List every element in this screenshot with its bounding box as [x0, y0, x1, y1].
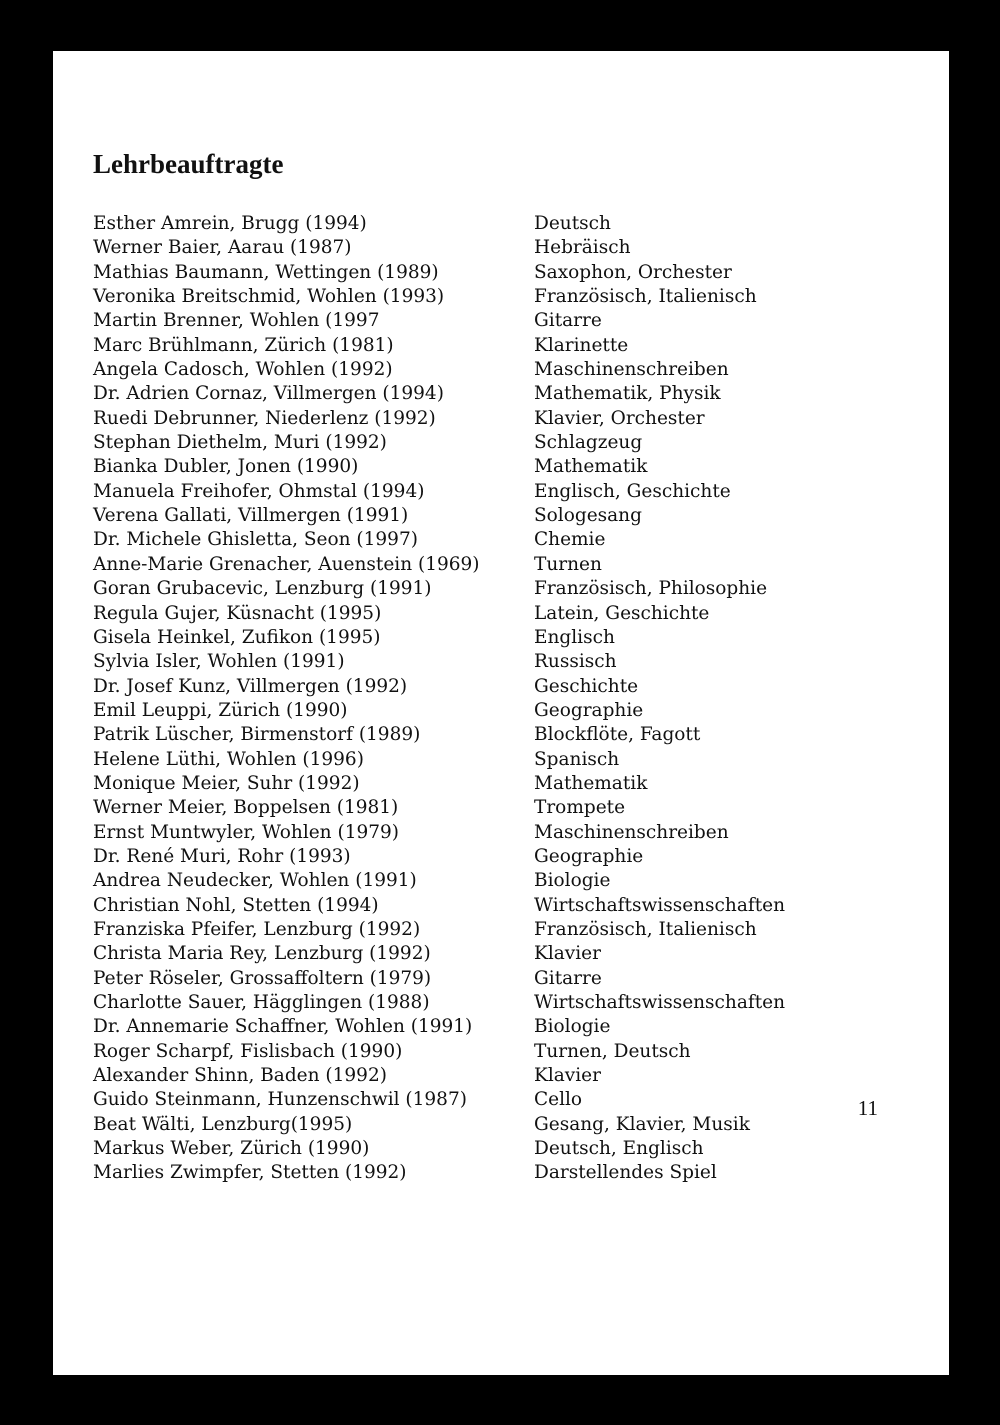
- lecturer-subject: Mathematik, Physik: [534, 383, 721, 405]
- list-item: [93, 894, 913, 918]
- lecturer-name: Roger Scharpf, Fislisbach (1990): [93, 1040, 403, 1062]
- list-item: [93, 577, 913, 601]
- lecturer-subject: Geschichte: [534, 675, 639, 697]
- lecturer-subject: Blockflöte, Fagott: [534, 724, 701, 746]
- lecturer-name: Alexander Shinn, Baden (1992): [93, 1065, 387, 1087]
- lecturer-subject: Mathematik: [534, 456, 648, 478]
- lecturer-name: Esther Amrein, Brugg (1994): [93, 213, 367, 234]
- lecturer-name: Stephan Diethelm, Muri (1992): [93, 432, 387, 454]
- list-item: [93, 796, 913, 820]
- list-item: [93, 358, 913, 382]
- list-item: [93, 821, 913, 845]
- lecturer-name: Andrea Neudecker, Wohlen (1991): [93, 870, 417, 892]
- list-item: [93, 1161, 913, 1185]
- list-item: [93, 382, 913, 406]
- lecturer-name: Ernst Muntwyler, Wohlen (1979): [93, 821, 399, 843]
- lecturer-subject: Hebräisch: [534, 237, 631, 259]
- lecturer-name: Sylvia Isler, Wohlen (1991): [93, 651, 345, 673]
- list-item: [93, 845, 913, 869]
- lecturer-name: Martin Brenner, Wohlen (1997: [93, 310, 380, 332]
- lecturer-name: Guido Steinmann, Hunzenschwil (1987): [93, 1089, 467, 1111]
- list-item: [93, 504, 913, 528]
- list-item: [93, 650, 913, 674]
- lecturer-subject: Latein, Geschichte: [534, 602, 710, 624]
- list-item: [93, 942, 913, 966]
- lecturer-name: Dr. Adrien Cornaz, Villmergen (1994): [93, 383, 444, 405]
- list-item: [93, 1088, 913, 1112]
- lecturer-subject: Chemie: [534, 529, 606, 551]
- list-item: [93, 1040, 913, 1064]
- lecturer-list: [93, 212, 913, 1186]
- lecturer-subject: Maschinenschreiben: [534, 359, 729, 381]
- lecturer-subject: Sologesang: [534, 505, 642, 527]
- lecturer-name: Anne-Marie Grenacher, Auenstein (1969): [93, 553, 480, 575]
- list-item: [93, 285, 913, 309]
- list-item: [93, 309, 913, 333]
- lecturer-subject: Gitarre: [534, 310, 602, 332]
- lecturer-subject: Klavier: [534, 1065, 601, 1087]
- list-item: [93, 431, 913, 455]
- lecturer-subject: Trompete: [534, 797, 626, 819]
- lecturer-name: Christa Maria Rey, Lenzburg (1992): [93, 943, 431, 965]
- list-item: [93, 602, 913, 626]
- lecturer-subject: Französisch, Italienisch: [534, 286, 757, 308]
- lecturer-subject: Gesang, Klavier, Musik: [534, 1113, 750, 1135]
- lecturer-name: Monique Meier, Suhr (1992): [93, 772, 360, 794]
- lecturer-subject: Klavier, Orchester: [534, 407, 705, 429]
- lecturer-name: Manuela Freihofer, Ohmstal (1994): [93, 480, 425, 502]
- lecturer-name: Ruedi Debrunner, Niederlenz (1992): [93, 407, 436, 429]
- lecturer-name: Charlotte Sauer, Hägglingen (1988): [93, 992, 430, 1013]
- lecturer-name: Goran Grubacevic, Lenzburg (1991): [93, 578, 432, 600]
- lecturer-name: Emil Leuppi, Zürich (1990): [93, 699, 348, 721]
- lecturer-name: Christian Nohl, Stetten (1994): [93, 894, 379, 916]
- list-item: [93, 723, 913, 747]
- lecturer-name: Werner Meier, Boppelsen (1981): [93, 797, 399, 819]
- list-item: [93, 748, 913, 772]
- list-item: [93, 1113, 913, 1137]
- list-item: [93, 1015, 913, 1039]
- lecturer-name: Peter Röseler, Grossaffoltern (1979): [93, 967, 432, 989]
- lecturer-name: Marc Brühlmann, Zürich (1981): [93, 334, 394, 356]
- lecturer-name: Beat Wälti, Lenzburg(1995): [93, 1113, 353, 1135]
- lecturer-name: Dr. Michele Ghisletta, Seon (1997): [93, 529, 418, 551]
- lecturer-subject: Mathematik: [534, 772, 648, 794]
- lecturer-subject: Gitarre: [534, 967, 602, 989]
- lecturer-name: Bianka Dubler, Jonen (1990): [93, 456, 359, 478]
- lecturer-subject: Schlagzeug: [534, 432, 643, 454]
- lecturer-subject: Englisch: [534, 626, 615, 648]
- lecturer-name: Werner Baier, Aarau (1987): [93, 237, 352, 259]
- list-item: [93, 212, 913, 236]
- lecturer-name: Angela Cadosch, Wohlen (1992): [93, 359, 393, 381]
- lecturer-subject: Turnen: [534, 553, 602, 575]
- lecturer-subject: Englisch, Geschichte: [534, 480, 731, 502]
- list-item: [93, 626, 913, 650]
- lecturer-subject: Französisch, Italienisch: [534, 918, 757, 940]
- lecturer-subject: Biologie: [534, 870, 611, 892]
- lecturer-name: Veronika Breitschmid, Wohlen (1993): [93, 286, 445, 308]
- list-item: [93, 553, 913, 577]
- lecturer-subject: Wirtschaftswissenschaften: [534, 992, 786, 1013]
- lecturer-subject: Russisch: [534, 651, 617, 673]
- list-item: [93, 1064, 913, 1088]
- lecturer-subject: Darstellendes Spiel: [534, 1162, 717, 1184]
- list-item: [93, 699, 913, 723]
- list-item: [93, 236, 913, 260]
- lecturer-name: Dr. Josef Kunz, Villmergen (1992): [93, 675, 408, 697]
- lecturer-name: Patrik Lüscher, Birmenstorf (1989): [93, 724, 421, 746]
- list-item: [93, 334, 913, 358]
- list-item: [93, 918, 913, 942]
- lecturer-subject: Französisch, Philosophie: [534, 578, 768, 600]
- lecturer-subject: Turnen, Deutsch: [534, 1040, 691, 1062]
- lecturer-subject: Spanisch: [534, 748, 620, 770]
- lecturer-name: Helene Lüthi, Wohlen (1996): [93, 748, 364, 770]
- lecturer-name: Marlies Zwimpfer, Stetten (1992): [93, 1162, 407, 1184]
- list-item: [93, 772, 913, 796]
- list-item: [93, 991, 913, 1015]
- lecturer-subject: Geographie: [534, 699, 644, 721]
- page-number: 11: [857, 1096, 878, 1120]
- lecturer-name: Dr. René Muri, Rohr (1993): [93, 845, 351, 867]
- lecturer-name: Gisela Heinkel, Zufikon (1995): [93, 626, 381, 648]
- list-item: [93, 1137, 913, 1161]
- lecturer-subject: Cello: [534, 1089, 583, 1111]
- list-item: [93, 967, 913, 991]
- list-item: [93, 869, 913, 893]
- lecturer-name: Regula Gujer, Küsnacht (1995): [93, 602, 382, 624]
- lecturer-subject: Deutsch, Englisch: [534, 1138, 704, 1160]
- lecturer-name: Dr. Annemarie Schaffner, Wohlen (1991): [93, 1016, 473, 1038]
- list-item: [93, 528, 913, 552]
- document-page: [53, 51, 949, 1375]
- lecturer-subject: Wirtschaftswissenschaften: [534, 894, 786, 916]
- list-item: [93, 455, 913, 479]
- lecturer-subject: Klarinette: [534, 334, 629, 356]
- lecturer-name: Franziska Pfeifer, Lenzburg (1992): [93, 918, 421, 940]
- list-item: [93, 261, 913, 285]
- lecturer-name: Markus Weber, Zürich (1990): [93, 1138, 370, 1160]
- list-item: [93, 407, 913, 431]
- lecturer-name: Mathias Baumann, Wettingen (1989): [93, 261, 439, 283]
- list-item: [93, 675, 913, 699]
- lecturer-name: Verena Gallati, Villmergen (1991): [93, 505, 409, 527]
- page-title: Lehrbeauftragte: [93, 149, 284, 179]
- list-item: [93, 480, 913, 504]
- lecturer-subject: Biologie: [534, 1016, 611, 1038]
- lecturer-subject: Klavier: [534, 943, 601, 965]
- lecturer-subject: Geographie: [534, 845, 644, 867]
- lecturer-subject: Saxophon, Orchester: [534, 261, 732, 283]
- lecturer-subject: Maschinenschreiben: [534, 821, 729, 843]
- lecturer-subject: Deutsch: [534, 213, 611, 234]
